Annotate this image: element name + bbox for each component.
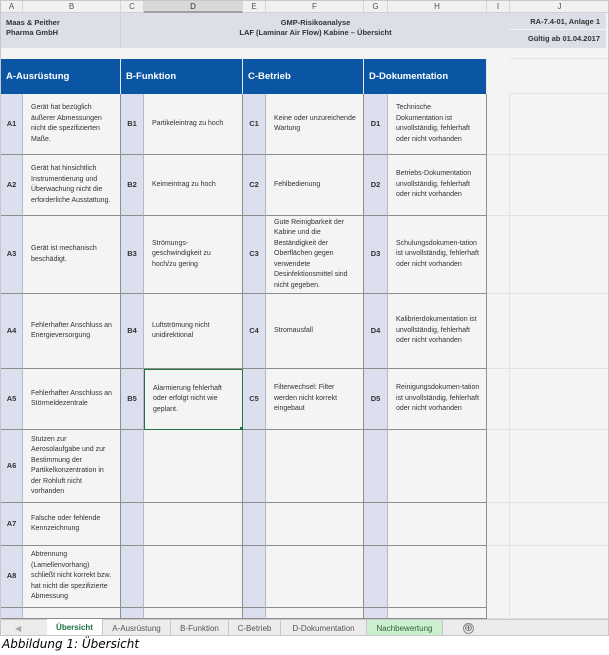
risk-id-cell[interactable] bbox=[364, 546, 388, 608]
risk-text-cell[interactable]: Fehlerhafter Anschluss an Störmeldezentrale bbox=[23, 369, 121, 430]
valid-from-date[interactable]: Gültig ab 01.04.2017 bbox=[510, 30, 606, 48]
risk-text-cell[interactable]: Luftströmung nicht unidirektional bbox=[144, 294, 243, 369]
risk-id-cell[interactable]: A7 bbox=[1, 503, 23, 546]
risk-text-cell[interactable]: Strömungs-geschwindigkeit zu hoch/zu gering bbox=[144, 216, 243, 294]
risk-text-cell[interactable] bbox=[144, 546, 243, 608]
risk-text-cell[interactable]: Fehlerhafter Anschluss an Energieversorgung bbox=[23, 294, 121, 369]
tab-scroll-arrow-icon[interactable]: ◀ bbox=[15, 624, 22, 633]
risk-text-cell[interactable]: Gerät hat hinsichtlich Instrumentierung und Überwachung nicht die erforderliche Ausstattung. bbox=[23, 155, 121, 216]
risk-id-cell[interactable] bbox=[121, 608, 144, 619]
column-header-e[interactable]: E bbox=[243, 1, 266, 13]
risk-id-cell[interactable] bbox=[364, 503, 388, 546]
empty-cell[interactable] bbox=[510, 546, 609, 619]
company-name[interactable] bbox=[1, 13, 121, 48]
risk-text-cell[interactable]: Stutzen zur Aerosolaufgabe und zur Bestimmung der Partikelkonzentration in der Rohluft nicht vorhanden bbox=[23, 430, 121, 503]
category-header-a[interactable]: A-Ausrüstung bbox=[1, 59, 121, 94]
column-header-h[interactable]: H bbox=[388, 1, 487, 13]
risk-id-cell[interactable] bbox=[243, 503, 266, 546]
empty-cell[interactable] bbox=[510, 48, 609, 59]
category-header-c[interactable]: C-Betrieb bbox=[243, 59, 364, 94]
risk-id-cell[interactable]: D4 bbox=[364, 294, 388, 369]
risk-text-cell[interactable]: Betriebs-Dokumentation unvollständig, fehlerhaft oder nicht vorhanden bbox=[388, 155, 487, 216]
risk-text-cell[interactable] bbox=[388, 608, 487, 619]
risk-id-cell[interactable]: D1 bbox=[364, 94, 388, 155]
risk-text-cell[interactable]: Schulungsdokumen-tation ist unvollständig, fehlerhaft oder nicht vorhanden bbox=[388, 216, 487, 294]
risk-id-cell[interactable]: B3 bbox=[121, 216, 144, 294]
empty-cell[interactable] bbox=[487, 369, 510, 430]
risk-text-cell[interactable] bbox=[266, 503, 364, 546]
risk-text-cell[interactable]: Stromausfall bbox=[266, 294, 364, 369]
risk-id-cell[interactable]: D2 bbox=[364, 155, 388, 216]
tab-c-betrieb[interactable]: C-Betrieb bbox=[229, 620, 281, 636]
risk-id-cell[interactable]: A6 bbox=[1, 430, 23, 503]
category-header-d[interactable]: D-Dokumentation bbox=[364, 59, 487, 94]
column-header-g[interactable]: G bbox=[364, 1, 388, 13]
tab-nachbewertung[interactable]: Nachbewertung bbox=[367, 620, 443, 636]
risk-text-cell[interactable] bbox=[144, 608, 243, 619]
column-header-d[interactable]: D bbox=[144, 1, 243, 13]
sheet-tab-bar bbox=[1, 619, 609, 636]
selected-cell[interactable] bbox=[144, 369, 243, 430]
empty-cell[interactable] bbox=[510, 294, 609, 369]
risk-id-cell[interactable] bbox=[364, 430, 388, 503]
empty-cell[interactable] bbox=[487, 546, 510, 619]
column-header-f[interactable]: F bbox=[266, 1, 364, 13]
column-header-c[interactable]: C bbox=[121, 1, 144, 13]
selected-cell-text: Alarmierung fehlerhaft oder erfolgt nicht wie geplant. bbox=[153, 384, 222, 413]
column-header-a[interactable]: A bbox=[1, 1, 23, 13]
risk-text-cell[interactable]: Fehlbedienung bbox=[266, 155, 364, 216]
risk-id-cell[interactable]: B4 bbox=[121, 294, 144, 369]
empty-cell[interactable] bbox=[510, 503, 609, 546]
risk-text-cell[interactable]: Gerät ist mechanisch beschädigt. bbox=[23, 216, 121, 294]
empty-cell[interactable] bbox=[487, 294, 510, 369]
risk-id-cell[interactable]: C4 bbox=[243, 294, 266, 369]
category-header-b[interactable]: B-Funktion bbox=[121, 59, 243, 94]
risk-text-cell[interactable] bbox=[388, 430, 487, 503]
risk-text-cell[interactable]: Gute Reinigbarkeit der Kabine und die Beständigkeit der Oberflächen gegen verwendete Desinfektionsmittel sind nicht gegeben. bbox=[266, 216, 364, 294]
risk-text-cell[interactable]: Technische Dokumentation ist unvollständig, fehlerhaft oder nicht vorhanden bbox=[388, 94, 487, 155]
add-sheet-icon[interactable]: ⊕ bbox=[464, 623, 473, 634]
risk-text-cell[interactable]: Gerät hat bezüglich äußerer Abmessungen nicht die spezifizierten Maße. bbox=[23, 94, 121, 155]
empty-cell[interactable] bbox=[487, 503, 510, 546]
empty-cell[interactable] bbox=[510, 369, 609, 430]
column-header-b[interactable]: B bbox=[23, 1, 121, 13]
risk-id-cell[interactable]: C1 bbox=[243, 94, 266, 155]
risk-text-cell[interactable]: Abtrennung (Lamellenvorhang) schließt nicht korrekt bzw. hat nicht die spezifizierte Abmessung bbox=[23, 546, 121, 608]
risk-text-cell[interactable] bbox=[388, 546, 487, 608]
empty-cell[interactable] bbox=[510, 94, 609, 155]
risk-id-cell[interactable] bbox=[121, 546, 144, 608]
risk-text-cell[interactable] bbox=[23, 608, 121, 619]
risk-id-cell[interactable]: C2 bbox=[243, 155, 266, 216]
empty-cell[interactable] bbox=[510, 155, 609, 216]
risk-text-cell[interactable]: Falsche oder fehlende Kennzeichnung bbox=[23, 503, 121, 546]
document-title[interactable] bbox=[121, 13, 510, 48]
empty-cell[interactable] bbox=[510, 430, 609, 503]
risk-id-cell[interactable]: A2 bbox=[1, 155, 23, 216]
risk-text-cell[interactable] bbox=[144, 430, 243, 503]
tab-b-funktion[interactable]: B-Funktion bbox=[171, 620, 229, 636]
risk-id-cell[interactable]: D3 bbox=[364, 216, 388, 294]
risk-text-cell[interactable] bbox=[266, 608, 364, 619]
tab-uebersicht[interactable]: Übersicht bbox=[47, 619, 103, 636]
risk-text-cell[interactable]: Keine oder unzureichende Wartung bbox=[266, 94, 364, 155]
empty-cell[interactable] bbox=[487, 216, 510, 294]
risk-id-cell[interactable] bbox=[243, 430, 266, 503]
risk-id-cell[interactable] bbox=[1, 608, 23, 619]
risk-id-cell[interactable] bbox=[243, 608, 266, 619]
risk-id-cell[interactable] bbox=[243, 546, 266, 608]
risk-text-cell[interactable]: Keimeintrag zu hoch bbox=[144, 155, 243, 216]
risk-id-cell[interactable]: A1 bbox=[1, 94, 23, 155]
title-line-1: GMP-Risikoanalyse bbox=[280, 18, 351, 27]
company-line-1: Maas & Peither bbox=[6, 18, 60, 27]
risk-id-cell[interactable]: A3 bbox=[1, 216, 23, 294]
empty-cell[interactable] bbox=[487, 94, 510, 155]
risk-text-cell[interactable] bbox=[266, 430, 364, 503]
empty-cell[interactable] bbox=[487, 430, 510, 503]
risk-id-cell[interactable]: B2 bbox=[121, 155, 144, 216]
risk-id-cell[interactable]: A5 bbox=[1, 369, 23, 430]
risk-id-cell[interactable]: B5 bbox=[121, 369, 144, 430]
empty-cell[interactable] bbox=[510, 216, 609, 294]
risk-id-cell[interactable] bbox=[121, 430, 144, 503]
title-line-2: LAF (Laminar Air Flow) Kabine – Übersicht bbox=[239, 28, 392, 37]
document-reference[interactable]: RA-7.4-01, Anlage 1 bbox=[510, 13, 606, 30]
empty-cell[interactable] bbox=[487, 155, 510, 216]
empty-cell[interactable] bbox=[510, 59, 609, 94]
figure-caption: Abbildung 1: Übersicht bbox=[2, 637, 140, 651]
risk-text-cell[interactable]: Filterwechsel: Filter werden nicht korrekt eingebaut bbox=[266, 369, 364, 430]
company-line-2: Pharma GmbH bbox=[6, 28, 59, 37]
column-header-j[interactable]: J bbox=[510, 1, 609, 13]
risk-id-cell[interactable]: A4 bbox=[1, 294, 23, 369]
risk-id-cell[interactable]: A8 bbox=[1, 546, 23, 608]
risk-id-cell[interactable]: B1 bbox=[121, 94, 144, 155]
risk-id-cell[interactable]: D5 bbox=[364, 369, 388, 430]
risk-id-cell[interactable]: C3 bbox=[243, 216, 266, 294]
risk-id-cell[interactable] bbox=[121, 503, 144, 546]
risk-text-cell[interactable] bbox=[388, 503, 487, 546]
risk-text-cell[interactable]: Partikeleintrag zu hoch bbox=[144, 94, 243, 155]
tab-a-ausruestung[interactable]: A-Ausrüstung bbox=[103, 620, 171, 636]
risk-text-cell[interactable] bbox=[266, 546, 364, 608]
tab-d-dokumentation[interactable]: D-Dokumentation bbox=[281, 620, 367, 636]
risk-text-cell[interactable] bbox=[144, 503, 243, 546]
risk-text-cell[interactable]: Reinigungsdokumen-tation ist unvollständig, fehlerhaft oder nicht vorhanden bbox=[388, 369, 487, 430]
risk-text-cell[interactable]: Kalibrierdokumentation ist unvollständig, fehlerhaft oder nicht vorhanden bbox=[388, 294, 487, 369]
column-header-i[interactable]: I bbox=[487, 1, 510, 13]
risk-id-cell[interactable]: C5 bbox=[243, 369, 266, 430]
risk-id-cell[interactable] bbox=[364, 608, 388, 619]
